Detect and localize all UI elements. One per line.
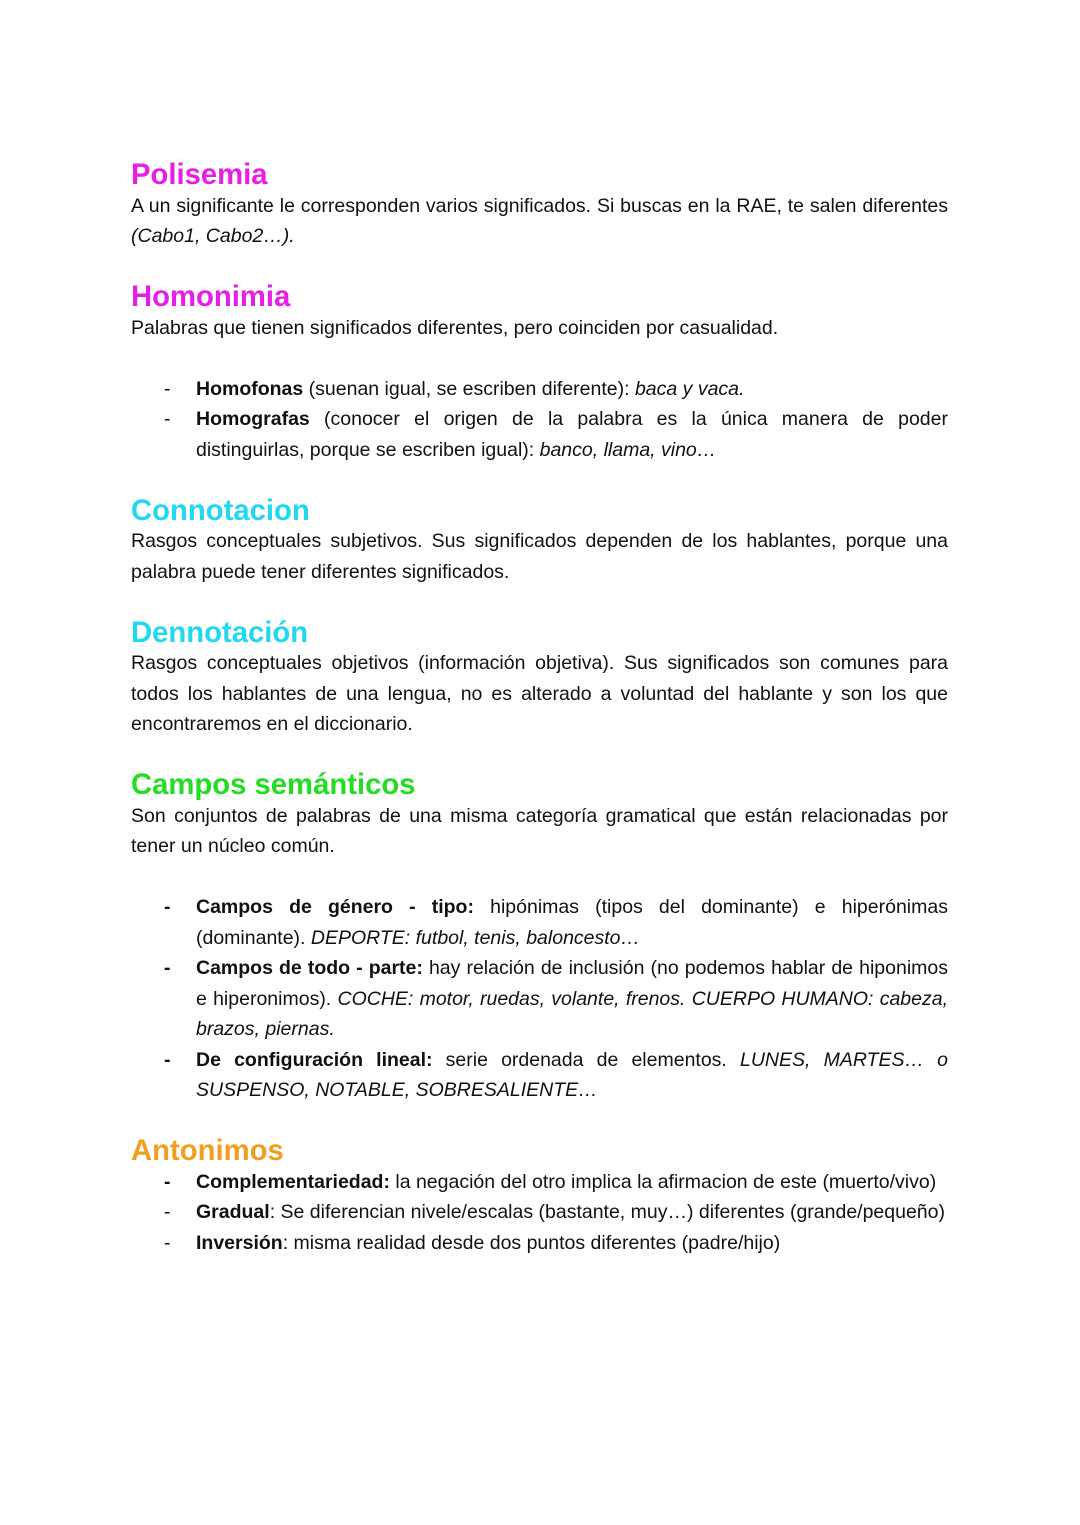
term-inversion: Inversión [196, 1231, 283, 1254]
dash-marker: - [164, 1170, 171, 1193]
polisemia-text: A un significante le corresponden varios significados. Si buscas en la RAE, te salen diferentes [131, 194, 948, 217]
list-item-todo-parte [131, 953, 948, 1045]
term-gradual: Gradual [196, 1201, 270, 1223]
term-todo-parte: Campos de todo - parte: [196, 957, 423, 979]
dash-marker: - [164, 377, 171, 400]
section-homonimia [131, 282, 948, 465]
desc-genero-tipo: hipónimas (tipos del dominante) e hiperónimas (dominante). [196, 896, 948, 949]
campos-paragraph: Son conjuntos de palabras de una misma categoría gramatical que están relacionadas por tener un núcleo común. [131, 804, 948, 857]
campos-list [131, 892, 948, 1106]
homonimia-paragraph: Palabras que tienen significados diferentes, pero coinciden por casualidad. [131, 316, 779, 339]
desc-homofonas: (suenan igual, se escriben diferente): [303, 377, 635, 400]
heading-antonimos: Antonimos [131, 1135, 284, 1167]
term-configuracion-lineal: De configuración lineal: [196, 1048, 433, 1071]
list-item-complementariedad [131, 1167, 948, 1198]
section-campos-semanticos [131, 770, 948, 1106]
term-homofonas: Homofonas [196, 377, 304, 400]
list-item-gradual [131, 1197, 948, 1228]
section-polisemia [131, 160, 948, 252]
antonimos-list [131, 1167, 948, 1259]
example-homofonas: baca y vaca. [634, 377, 745, 400]
dash-marker: - [164, 957, 171, 979]
term-complementariedad: Complementariedad: [196, 1170, 390, 1193]
term-genero-tipo: Campos de género - tipo: [196, 896, 474, 918]
list-item-homografas [131, 404, 948, 465]
desc-todo-parte: hay relación de inclusión (no podemos hablar de hiponimos e hiperonimos). [196, 957, 948, 1010]
example-homografas: banco, llama, vino… [539, 438, 717, 461]
polisemia-paragraph [131, 191, 948, 252]
heading-connotacion: Connotacion [131, 494, 310, 527]
list-item-configuracion-lineal [131, 1045, 948, 1106]
desc-inversion: : misma realidad desde dos puntos diferentes (padre/hijo) [282, 1231, 781, 1254]
section-antonimos [131, 1136, 948, 1258]
section-connotacion [131, 496, 948, 588]
term-homografas: Homografas [196, 408, 310, 430]
example-todo-parte: COCHE: motor, ruedas, volante, frenos. CUERPO HUMANO: cabeza, brazos, piernas. [196, 987, 948, 1040]
heading-homonimia: Homonimia [131, 281, 291, 313]
list-item-genero-tipo [131, 892, 948, 953]
list-item-homofonas [131, 374, 948, 405]
heading-campos-semanticos: Campos semánticos [131, 769, 416, 801]
desc-gradual: : Se diferencian nivele/escalas (bastante, muy…) diferentes (grande/pequeño) [269, 1201, 945, 1223]
dash-marker: - [164, 1048, 171, 1071]
polisemia-example: (Cabo1, Cabo2…). [131, 225, 295, 247]
desc-complementariedad: la negación del otro implica la afirmacion de este (muerto/vivo) [389, 1170, 937, 1193]
dash-marker: - [164, 1201, 171, 1223]
homonimia-list [131, 374, 948, 466]
desc-homografas: (conocer el origen de la palabra es la única manera de poder distinguirlas, porque se escriben igual): [196, 408, 948, 461]
dash-marker: - [164, 408, 171, 430]
dash-marker: - [164, 896, 171, 918]
desc-configuracion-lineal: serie ordenada de elementos. [432, 1048, 740, 1071]
document-page [131, 160, 948, 1258]
list-item-inversion [131, 1228, 948, 1259]
example-genero-tipo: DEPORTE: futbol, tenis, baloncesto… [310, 926, 641, 949]
heading-dennotacion: Dennotación [131, 616, 309, 649]
dash-marker: - [164, 1231, 171, 1254]
dennotacion-paragraph: Rasgos conceptuales objetivos (información objetiva). Sus significados son comunes para todos los hablantes de una lengua, no es alterado a voluntad del hablante y son los que encontraremos en el diccionario. [131, 652, 948, 735]
example-configuracion-lineal: LUNES, MARTES… o SUSPENSO, NOTABLE, SOBRESALIENTE… [196, 1048, 948, 1101]
connotacion-paragraph: Rasgos conceptuales subjetivos. Sus significados dependen de los hablantes, porque una palabra puede tener diferentes significados. [131, 530, 948, 583]
heading-polisemia: Polisemia [131, 159, 268, 191]
section-dennotacion [131, 618, 948, 740]
